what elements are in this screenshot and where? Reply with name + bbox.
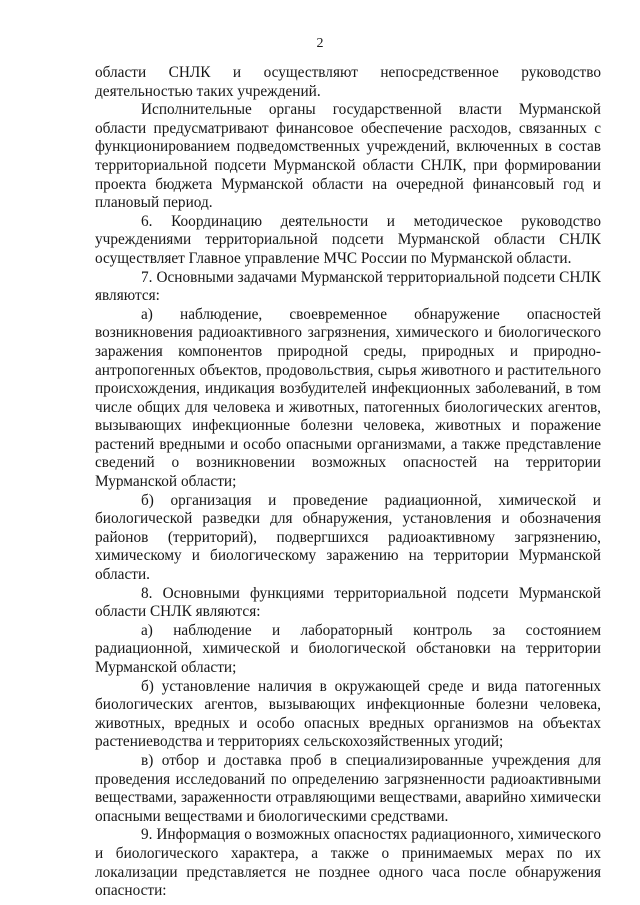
paragraph-item-8v: в) отбор и доставка проб в специализированные учреждения для проведения исследований по определению загрязненности радиоактивными веществами, зараженности отравляющими веществами, аварийно химически опасными веществами и биологическими средствами. (95, 751, 601, 825)
paragraph-funding: Исполнительные органы государственной власти Мурманской области предусматривают финансовое обеспечение расходов, связанных с функционированием подведомственных учреждений, включенных в состав территориальной подсети Мурманской области СНЛК, при формировании проекта бюджета Мурманской области на очередной финансовый год и плановый период. (95, 101, 601, 212)
paragraph-item-8a: а) наблюдение и лабораторный контроль за состоянием радиационной, химической и биологической обстановки на территории Мурманской области; (95, 621, 601, 676)
document-body (95, 64, 601, 901)
paragraph-item-9: 9. Информация о возможных опасностях радиационного, химического и биологического характера, а также о принимаемых мерах по их локализации представляется не позднее одного часа после обнаружения опасности: (95, 826, 601, 900)
paragraph-item-8: 8. Основными функциями территориальной подсети Мурманской области СНЛК являются: (95, 584, 601, 621)
paragraph-continuation: области СНЛК и осуществляют непосредственное руководство деятельностью таких учреждений. (95, 64, 601, 100)
paragraph-item-8b: б) установление наличия в окружающей среде и вида патогенных биологических агентов, вызывающих инфекционные болезни человека, животных, вредных и особо опасных вредных организмов на объектах растениеводства и территориях сельскохозяйственных угодий; (95, 677, 601, 751)
paragraph-item-7a: а) наблюдение, своевременное обнаружение опасностей возникновения радиоактивного загрязнения, химического и биологического заражения компонентов природной среды, природных и природно-антропогенных объектов, продовольствия, сырья животного и растительного происхождения, индикация возбудителей инфекционных заболеваний, в том числе общих для человека и животных, патогенных биологических агентов, вызывающих инфекционные болезни человека, животных и поражение растений вредными и особо опасными организмами, а также представление сведений о возникновении возможных опасностей на территории Мурманской области; (95, 305, 601, 491)
paragraph-item-7b: б) организация и проведение радиационной, химической и биологической разведки для обнаружения, установления и обозначения районов (территорий), подвергшихся радиоактивному загрязнению, химическому и биологическому заражению на территории Мурманской области. (95, 491, 601, 584)
paragraph-item-6: 6. Координацию деятельности и методическое руководство учреждениями территориальной подсети Мурманской области СНЛК осуществляет Главное управление МЧС России по Мурманской области. (95, 212, 601, 267)
page-number: 2 (316, 36, 324, 51)
paragraph-item-7: 7. Основными задачами Мурманской территориальной подсети СНЛК являются: (95, 268, 601, 305)
